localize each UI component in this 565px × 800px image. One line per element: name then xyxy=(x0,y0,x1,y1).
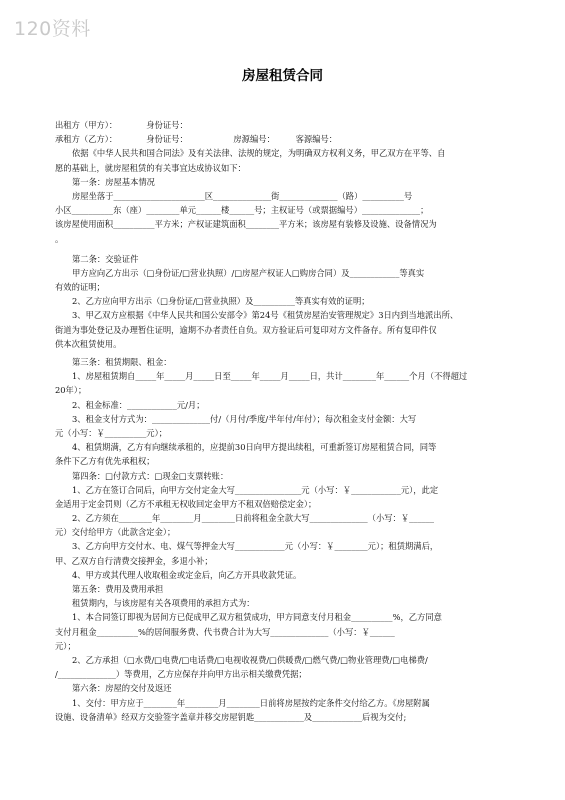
article-4-item-4: 4、甲方或其代理人收取租金或定金后，向乙方开具收款凭证。 xyxy=(72,569,302,580)
article-5-intro: 租赁期内，与该房屋有关各项费用的承担方式为： xyxy=(72,598,255,609)
article-4-item-2a: 2、乙方须在________年________月________日前将租金全款大写______________（小写：￥______ xyxy=(72,513,435,524)
article-5-item-1c: 元）； xyxy=(55,640,76,651)
article-1-end: 。 xyxy=(55,233,64,244)
article-5-item-1b: 支付月租金__________%的居间服务费、代书费合计为大写______________（小写：￥______ xyxy=(55,626,395,637)
article-2-heading: 第二条：交验证件 xyxy=(72,253,139,264)
article-4-item-1a: 1、乙方在签订合同后，向甲方交付定金大写________________元（小写：￥____________元），此定 xyxy=(72,484,439,495)
article-5-item-2b: /______________）等费用，乙方应保存并向甲方出示相关缴费凭据； xyxy=(55,669,307,680)
article-5-item-2a: 2、乙方承担（□水费/□电费/□电话费/□电视收视费/□供暖费/□燃气费/□物业管理费/□电梯费/ xyxy=(72,654,428,665)
article-4-item-3b: 甲、乙双方自行清费交接押金，多退小补； xyxy=(55,555,213,566)
article-6-item-1b: 设施、设备清单》经双方交验签字盖章并移交房屋钥匙____________及____________后视为交付; xyxy=(55,711,407,722)
article-1-heading: 第一条：房屋基本情况 xyxy=(72,176,155,187)
article-2-item-1b: 有效的证明； xyxy=(55,282,105,293)
article-1-location: 房屋坐落于______________________区______________街______________（路）__________号 xyxy=(72,190,413,201)
article-3-item-4b: 条件下乙方有优先承租权； xyxy=(55,456,155,467)
document-title: 房屋租赁合同 xyxy=(242,68,323,84)
article-3-item-3a: 3、租金支付方式为：______________付/（月付/季度/半年付/年付）；每次租金支付金额：大写 xyxy=(72,413,417,424)
article-2-item-3c: 供本次租赁使用。 xyxy=(55,338,122,349)
contract-body xyxy=(55,118,515,724)
article-2-item-3b: 街道为事处登记及办理暂住证明，逾期不办者责任自负。双方验证后可复印对方文件备存。所有复印件仅 xyxy=(55,324,437,335)
line-preamble-2: 愿的基础上，就房屋租赁的有关事宜达成协议如下： xyxy=(55,162,246,173)
article-2-item-2: 2、乙方应向甲方出示（□身份证/□营业执照）及__________等真实有效的证明； xyxy=(72,296,370,307)
article-5-item-1a: 1、本合同签订即视为居间方已促成甲乙双方租赁成功，甲方同意支付月租金__________%，乙方同意 xyxy=(72,612,442,623)
article-1-unit: 小区__________东（座）________单元______楼______号；主权证号（或票据编号）______________； xyxy=(55,205,429,216)
article-3-item-4a: 4、租赁期满，乙方有向继续承租的，应提前30日向甲方提出续租，可重新签订房屋租赁合同，同等 xyxy=(72,442,437,453)
article-6-heading: 第六条：房屋的交付及返还 xyxy=(72,683,172,694)
article-4-item-2b: 元）交付给甲方（此款含定金）； xyxy=(55,527,176,538)
line-lessee: 承租方（乙方）： 身份证号： 房源编号： 客源编号： xyxy=(55,134,338,145)
article-4-heading: 第四条：□付款方式：□现金□支票转账： xyxy=(72,470,229,481)
article-2-item-1a: 甲方应向乙方出示（□身份证/□营业执照）/□房屋产权证人□购房合同）及____________等真实 xyxy=(72,267,425,278)
article-4-item-3a: 3、乙方向甲方交付水、电、煤气等押金大写____________元（小写：￥________元）；租赁期满后， xyxy=(72,541,439,552)
article-3-item-2: 2、租金标准：____________元/月； xyxy=(72,399,205,410)
article-6-item-1a: 1、交付：甲方应于________年________月________日前将房屋按约定条件交付给乙方。《房屋附属 xyxy=(72,697,430,708)
article-1-area: 该房屋使用面积__________平方米；产权证建筑面积________平方米；该房屋有装修及设施、设备情况为 xyxy=(55,219,437,230)
line-preamble-1: 依据《中华人民共和国合同法》及有关法律、法规的规定，为明确双方权利义务，甲乙双方在平等、自 xyxy=(72,148,446,159)
article-4-item-1b: 金适用于定金罚则（乙方不承租无权收回定金甲方不租双倍赔偿定金）； xyxy=(55,498,317,509)
article-3-heading: 第三条：租赁期限、租金： xyxy=(72,357,172,367)
article-3-item-1b: 20年）； xyxy=(55,385,87,396)
line-lessor: 出租方（甲方）： 身份证号： xyxy=(55,120,188,130)
watermark-logo: 120资料 xyxy=(14,18,91,40)
article-3-item-3b: 元（小写：￥__________元）； xyxy=(55,427,168,438)
article-5-heading: 第五条：费用及费用承担 xyxy=(72,584,164,594)
article-2-item-3a: 3、甲乙双方应根据《中华人民共和国公安部令》第24号《租赁房屋治安管理规定》3日内到当地派出所、 xyxy=(72,310,459,321)
article-3-item-1a: 1、房屋租赁期自_____年_____月_____日至_____年_____月_____日，共计________年______个月（不得超过 xyxy=(72,371,468,382)
